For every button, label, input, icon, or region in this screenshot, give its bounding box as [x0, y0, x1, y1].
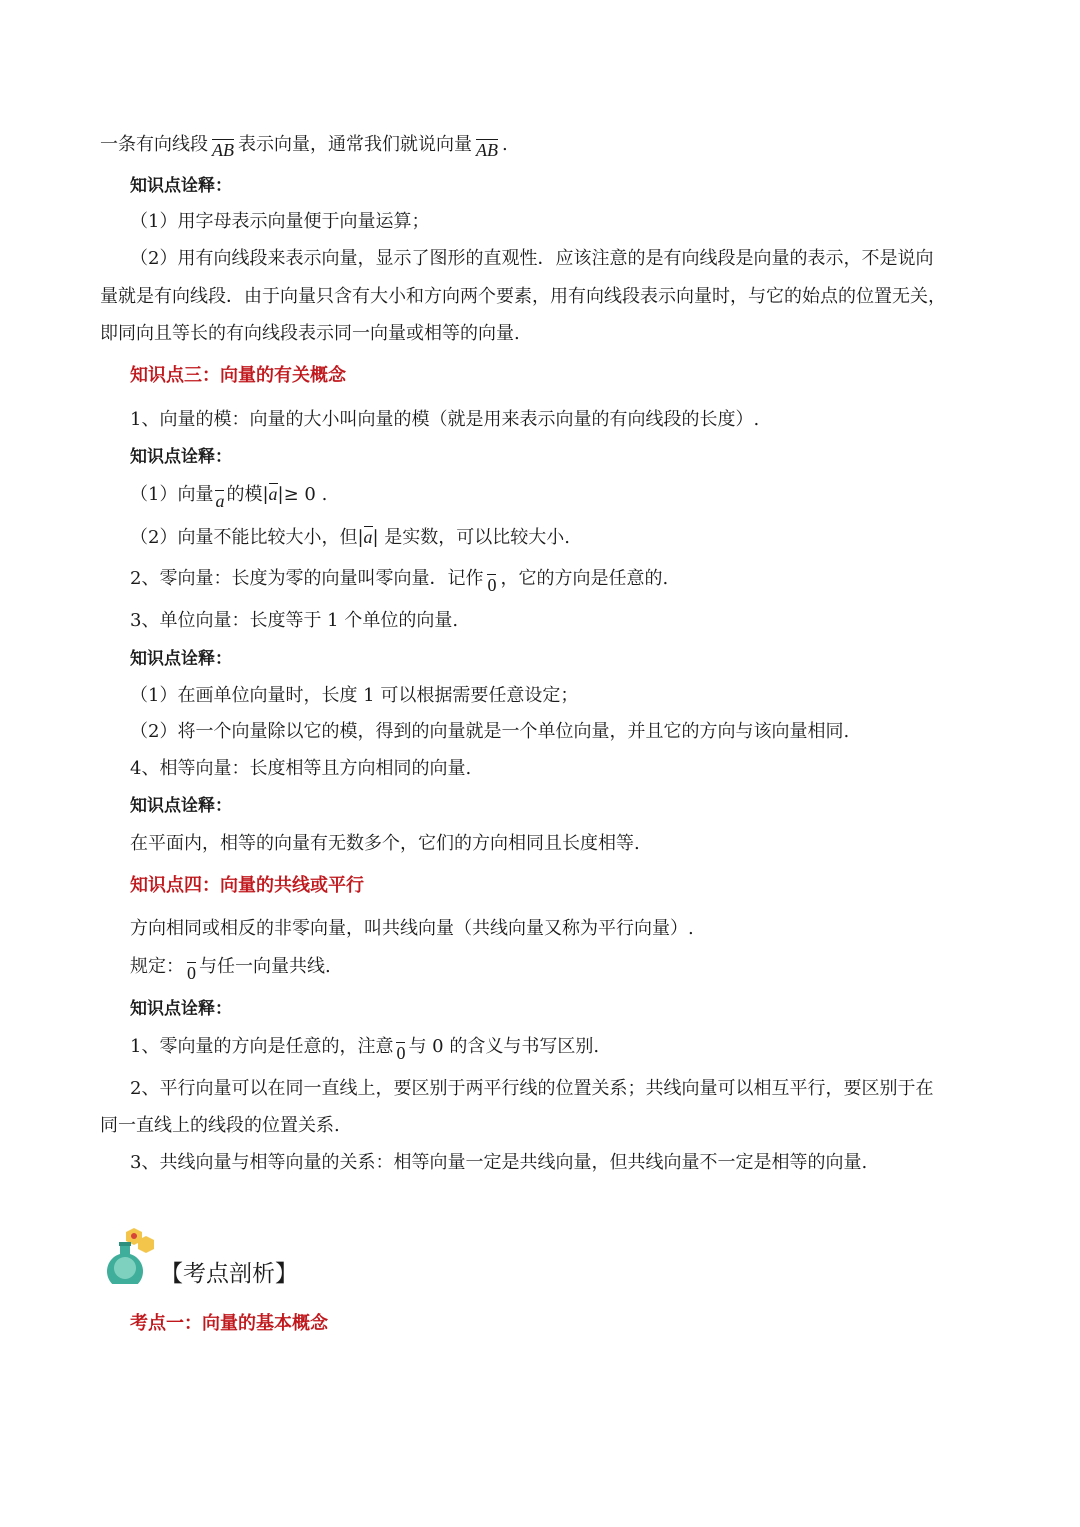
- zero-vector: 0: [187, 963, 196, 983]
- concept-1: 1、向量的模：向量的大小叫向量的模（就是用来表示向量的有向线段的长度）.: [130, 409, 760, 430]
- collinear-note-1: [130, 1034, 600, 1063]
- unit-note-1: （1）在画单位向量时，长度 1 可以根据需要任意设定；: [130, 685, 579, 706]
- text: 与任一向量共线.: [199, 956, 331, 977]
- collinear-note-2-line-1: 2、平行向量可以在同一直线上，要区别于两平行线的位置关系；共线向量可以相互平行，要区别于在: [130, 1078, 934, 1099]
- text: |≥ 0 .: [277, 484, 328, 505]
- zero-vector: 0: [487, 575, 497, 595]
- text: 规定：: [130, 956, 184, 977]
- text: 表示向量，通常我们就说向量: [238, 134, 472, 155]
- vector-a: a: [363, 527, 373, 547]
- text: 的模|: [226, 484, 269, 505]
- note-heading: 知识点诠释：: [130, 447, 232, 467]
- text: 2、零向量：长度为零的向量叫零向量．记作: [130, 568, 484, 589]
- note-heading: 知识点诠释：: [130, 796, 232, 816]
- note-1: （1）用字母表示向量便于向量运算；: [130, 211, 430, 232]
- text: .: [502, 134, 508, 155]
- flask-logo-icon: [100, 1226, 160, 1284]
- vector-AB: AB: [476, 140, 498, 160]
- note-2-line-2: 量就是有向线段．由于向量只含有大小和方向两个要素，用有向线段表示向量时，与它的始点的位置无关，: [100, 286, 946, 307]
- text: | 是实数，可以比较大小.: [372, 527, 571, 548]
- analysis-subheading: 考点一：向量的基本概念: [130, 1313, 328, 1334]
- text: 1、零向量的方向是任意的，注意: [130, 1036, 394, 1057]
- modulus-note-2: [130, 525, 570, 550]
- collinear-def: 方向相同或相反的非零向量，叫共线向量（共线向量又称为平行向量）.: [130, 918, 694, 939]
- text: （1）向量: [130, 484, 214, 505]
- vector-AB: AB: [212, 140, 234, 160]
- text: 一条有向线段: [100, 134, 208, 155]
- note-2-line-1: （2）用有向线段来表示向量，显示了图形的直观性．应该注意的是有向线段是向量的表示，不是说向: [130, 248, 934, 269]
- collinear-note-2-line-2: 同一直线上的线段的位置关系.: [100, 1115, 340, 1136]
- text: 与 0 的含义与书写区别.: [408, 1036, 600, 1057]
- collinear-rule: [130, 954, 331, 983]
- text: ，它的方向是任意的.: [500, 568, 669, 589]
- concept-4: 4、相等向量：长度相等且方向相同的向量.: [130, 758, 472, 779]
- intro-line: [100, 132, 508, 160]
- concept-2: [130, 566, 669, 595]
- zero-vector: 0: [396, 1043, 406, 1063]
- note-heading: 知识点诠释：: [130, 999, 232, 1019]
- unit-note-2: （2）将一个向量除以它的模，得到的向量就是一个单位向量，并且它的方向与该向量相同.: [130, 721, 850, 742]
- note-2-line-3: 即同向且等长的有向线段表示同一向量或相等的向量.: [100, 323, 520, 344]
- concept-3: 3、单位向量：长度等于 1 个单位的向量.: [130, 610, 459, 631]
- vector-a: a: [268, 484, 278, 504]
- equal-note: 在平面内，相等的向量有无数多个，它们的方向相同且长度相等.: [130, 833, 640, 854]
- vector-a: a: [215, 491, 225, 511]
- analysis-title: 【考点剖析】: [160, 1261, 298, 1287]
- collinear-note-3: 3、共线向量与相等向量的关系：相等向量一定是共线向量，但共线向量不一定是相等的向量.: [130, 1152, 868, 1173]
- note-heading: 知识点诠释：: [130, 176, 232, 196]
- note-heading: 知识点诠释：: [130, 649, 232, 669]
- section-3-heading: 知识点三：向量的有关概念: [130, 365, 346, 386]
- text: （2）向量不能比较大小，但|: [130, 527, 364, 548]
- section-4-heading: 知识点四：向量的共线或平行: [130, 875, 364, 896]
- modulus-note-1: [130, 482, 328, 511]
